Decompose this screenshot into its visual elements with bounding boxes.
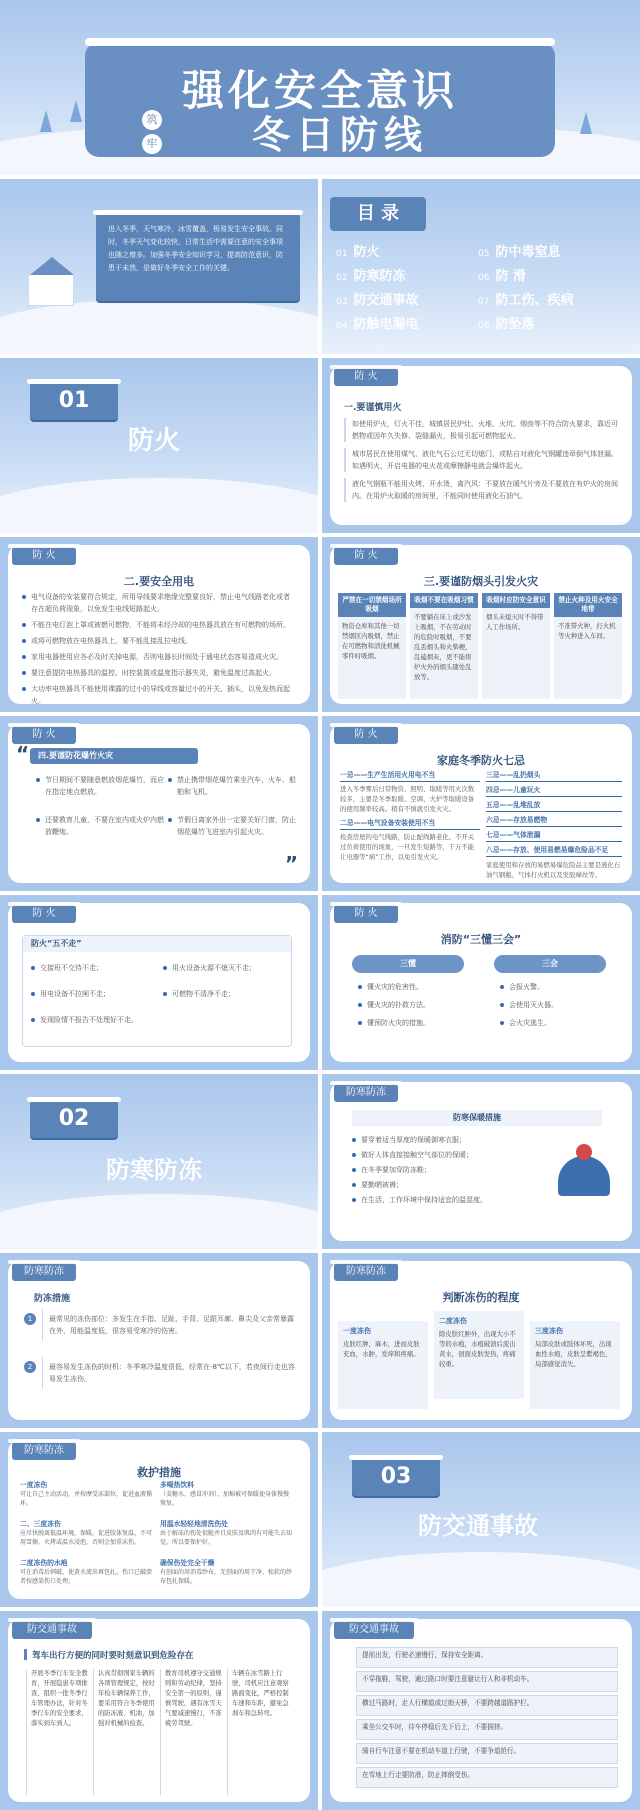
toc-item[interactable] (336, 313, 476, 333)
fire3-column-body: 不准带火种，打火机等火种进入车间。 (558, 622, 616, 640)
toc-item-num: 05 (478, 249, 490, 259)
fire6-item: 用火设备火源不熄灭不走； (163, 962, 296, 974)
fire2-item: 电气设备的安装要符合规定，所用导线要求绝缘完整要良好，禁止电气线路老化或者存在超负荷现象，以免发生电线短路起火。 (22, 591, 292, 615)
cold1-item: 在生活、工作环境中保持适宜的温湿度。 (352, 1194, 542, 1206)
toc-item-label: 防寒防冻 (353, 269, 406, 284)
fire6-item: 可燃物不清净不走； (163, 988, 296, 1000)
section-02-num: 02 (58, 1106, 90, 1131)
cold4-item-head: 二、三度冻伤 (20, 1520, 61, 1528)
section-02-title: 防寒防冻 (106, 1156, 202, 1184)
fire7-item: 会使用灭火器。 (500, 999, 610, 1011)
cold4-item-body: （姜糖水、感冒冲剂），加棉被可保暖使身体慢慢恢复。 (160, 1491, 290, 1507)
house-icon (28, 274, 74, 306)
cold1-item: 要勤晒被褥； (352, 1179, 542, 1191)
cold4-item-body: 可让自己主动活动，并按摩受冻部位，促进血液循环。 (20, 1491, 153, 1507)
cold4-item (160, 1480, 294, 1518)
section-01-slide (0, 358, 318, 533)
cold3-column-body: 皮肤红肿，麻木，进而皮肤充血，水肿，发痒和疼痛。 (343, 1340, 420, 1358)
fire5-taboo-head: 五忌——乱堆乱放 (486, 800, 622, 812)
fire7-item: 懂火灾的危害性。 (358, 981, 468, 993)
cold3-column-head: 三度冻伤 (535, 1327, 563, 1335)
toc-list (336, 241, 626, 341)
toc-item[interactable] (336, 289, 476, 309)
fire3-column (482, 593, 550, 699)
toc-item-label: 防触电漏电 (353, 317, 419, 332)
cold1-item: 在冬季要加穿防冻鞋； (352, 1164, 542, 1176)
cold2-text: 最常见的冻伤部位：多发生在手指、足趾、手背、足跟耳廓、鼻尖及父亲常暴露在外，用能温度低，很容易受寒冷的伤害。 (42, 1309, 301, 1341)
cover-title: 强化安全意识 (181, 66, 458, 115)
fire3-column-head: 严禁在一切禁烟场所吸烟 (338, 593, 406, 617)
cold3-column (338, 1321, 428, 1409)
toc-item-label: 防 滑 (495, 269, 526, 284)
cold3-column-body: 局部皮肤或肢体坏死，出现血性水疱，皮肤呈紫褐色，局部感觉消失。 (535, 1340, 612, 1368)
section-03-board (352, 1458, 440, 1496)
fire1-paragraph: 城市居民在使用煤气、液化气石公过无切熄门，或粘自对液化气钢罐违章倒气体泄漏。如遇明火，开启电器的电火花或摩擦静电就会爆炸起火。 (344, 448, 618, 472)
toc-item-num: 06 (478, 273, 490, 283)
cold4-item-head: 多喝热饮料 (160, 1481, 194, 1489)
cold2-heading: 防冻措施 (34, 1294, 71, 1304)
cover-slide (0, 0, 640, 175)
section-02-board (30, 1100, 118, 1138)
fire-five-nots-slide (0, 895, 318, 1070)
fire7-item: 会火灾逃生。 (500, 1017, 610, 1029)
cold3-column-body: 除皮肤红肿外，出现大小不等的水疱，水疱破溃后流出黄水，创面皮肤发热，疼痛较重。 (439, 1330, 516, 1368)
section-tag: 防 火 (334, 905, 398, 923)
traffic1-column: 开展冬季行车安全教育，开展隐患专项排查，组织一批冬季行车管理办法，针对冬季行车的安全要求，落实到车到人。 (26, 1669, 88, 1795)
traffic2-item: 在雪地上行走要防滑，防止摔倒受伤。 (356, 1767, 618, 1788)
fire3-column-body: 烟头未熄灭时不得带人工作场所。 (486, 613, 544, 631)
cold3-heading: 判断冻伤的程度 (442, 1291, 520, 1304)
section-tag: 防 火 (334, 726, 398, 744)
cold4-item (20, 1519, 154, 1557)
cold4-item (160, 1519, 294, 1557)
cover-subtitle: 冬日防线 (251, 113, 428, 157)
fire3-column-head: 吸烟时应防安全意识 (482, 593, 550, 608)
cold4-item-head: 一度冻伤 (20, 1481, 48, 1489)
fire5-taboo-head: 七忌——气体泄漏 (486, 830, 622, 842)
fire4-heading: 四.要谨防花爆竹火灾 (30, 748, 198, 764)
traffic1-column: 车辆在冰雪路上行驶，司机应注意观察路面变化，严格控制车速和车距，避免急刹车和急转弯。 (227, 1669, 289, 1795)
fire-careful-slide (322, 358, 640, 533)
fire3-column-body: 物资仓库和其他一切禁烟区内吸烟，禁止在可燃物和清洗机械零件时吸烟。 (342, 622, 400, 660)
section-02-slide (0, 1074, 318, 1249)
toc-title: 目 录 (330, 197, 426, 231)
section-tag: 防 火 (334, 547, 398, 565)
cold4-item-body: 有创面的用消毒纱布，无创面的用干净、松软的纱布包扎保暖。 (160, 1569, 293, 1585)
fire6-heading: 防火“五不走” (23, 936, 291, 952)
fire5-left (340, 770, 480, 866)
section-tag: 防 火 (12, 547, 76, 565)
fire3-column-body: 不要躺在床上或沙发上吸烟，不在劳动时的危险时吸烟，不要乱丢烟头和火柴梗，乱磕烟灰，更不能将炉火外的烟头随处乱放等。 (414, 613, 472, 681)
traffic1-cols (26, 1669, 292, 1795)
fire-fireworks-slide (0, 716, 318, 891)
fire2-item: 不能在电灯泡上罩或被燃可燃物，不能将未经冷却的电热器具放在有可燃物的场所。 (22, 619, 292, 631)
cold1-item: 做好人体直接接触空气部位的保暖； (352, 1149, 542, 1161)
toc-item[interactable] (478, 265, 618, 285)
section-03-num: 03 (380, 1464, 412, 1489)
five-nots-box (22, 935, 292, 1047)
toc-item-label: 防坠落 (495, 317, 535, 332)
traffic-awareness-slide (0, 1611, 318, 1810)
cold4-item-head: 确保伤处完全干燥 (160, 1559, 215, 1567)
section-tag: 防 火 (12, 905, 76, 923)
fire4-item: 节日期间不要随意燃放烟花爆竹，而应在指定地点燃放。 (36, 774, 169, 798)
cold-warmth-slide (322, 1074, 640, 1249)
toc-item[interactable] (478, 313, 618, 333)
fire5-taboo-body: 进入冬季雾后日常物资、照明、取暖等用火次数较多，主要是冬季取暖、空调、火炉等取暖设备的使用频率较高。稍有不慎就引发火灾。 (340, 785, 475, 813)
section-01-board (30, 382, 118, 420)
fire6-item: 交接班不交待不走； (31, 962, 164, 974)
cold2-text: 最容易发生冻伤的时机：冬季寒冷温度很低，经常在-8℃以下，若夜间行走也容易发生冻伤。 (42, 1357, 301, 1389)
cold4-heading: 救护措施 (137, 1466, 181, 1479)
traffic2-item: 骑自行车注意不要在机动车道上行驶，不要争道抢行。 (356, 1743, 618, 1764)
fire1-paragraph: 如使用炉火，灯火不佳，城镇居民炉灶、火堆、火坑、烟囱等不符合防火要求，靠近可燃物或因年久失修、裂缝漏火，极易引起可燃物起火。 (344, 418, 618, 442)
fire4-item: 还要教育儿童，不要在室内或火炉内燃放鞭炮。 (36, 814, 169, 838)
fire5-taboo-head: 四忌——儿童玩火 (486, 785, 622, 797)
fire-seven-taboos-slide (322, 716, 640, 891)
traffic1-column: 认真贯彻国家车辆的各项管理规定，按时年检车辆保养工作，要采用符合冬季使用的防冻液、机油，加强对机械的检查。 (93, 1669, 155, 1795)
fire-cigarette-slide (322, 537, 640, 712)
fire4-item: 节假日离家外出一定要关好门窗，防止烟花爆竹飞进室内引起火灾。 (168, 814, 301, 838)
quote-open-icon: “ (16, 742, 30, 766)
cold3-column (530, 1321, 620, 1409)
cold1-list (352, 1134, 542, 1209)
toc-item-num: 03 (336, 297, 348, 307)
section-tag: 防寒防冻 (334, 1084, 398, 1102)
intro-text: 进入冬季，天气寒冷，冰雪覆盖，极易发生安全事故。同时，冬季天气变化较快，日常生活中需要注意的安全事项也随之增多。加强冬季安全知识学习，提高防范意识，防患于未然，是做好冬季安全工作的关键。 (108, 225, 283, 272)
toc-item-label: 防火 (353, 245, 380, 260)
toc-item-num: 07 (478, 297, 490, 307)
traffic1-heading: 驾车出行方便的同时要时刻意识到危险存在 (32, 1651, 194, 1661)
fire2-item: 家用电器使用应各必及时关掉电源，否则电器长时间处于通电状态容易造成火灾。 (22, 651, 292, 663)
toc-item[interactable] (336, 241, 476, 261)
cold4-item (20, 1558, 154, 1596)
toc-item-label: 防中毒窒息 (495, 245, 561, 260)
section-tag: 防交通事故 (334, 1621, 414, 1639)
fire5-taboo-body: 家庭使用和存放的易燃易爆危险品主要是液化石油气钢瓶、气体打火机以及发胶摩丝等。 (486, 861, 621, 879)
fire5-taboo-head: 一忌——生产生活用火用电不当 (340, 770, 480, 782)
toc-item-num: 08 (478, 321, 490, 331)
traffic2-item: 横过马路时，走人行横道或过街天桥，不要跨越道路护栏。 (356, 1695, 618, 1716)
fire6-list (23, 952, 291, 1042)
traffic-tips-slide (322, 1611, 640, 1810)
cold-degree-slide (322, 1253, 640, 1428)
fire5-taboo-head: 六忌——存放易燃物 (486, 815, 622, 827)
fire5-right (486, 770, 622, 880)
toc-item-num: 02 (336, 273, 348, 283)
toc-item-label: 防工伤、疾病 (495, 293, 574, 308)
cold4-item-body: 应尽快脱离低温环境，保暖，促进肢体复温，不可用雪擦，火烤或温水浸泡，否则会加重冻伤。 (20, 1530, 153, 1546)
cold2-row (24, 1309, 294, 1353)
intro-board (96, 213, 300, 301)
fire1-paras (344, 418, 618, 508)
fire7-item: 懂预防火灾的措施。 (358, 1017, 468, 1029)
fire-electric-slide (0, 537, 318, 712)
cold-rescue-slide (0, 1432, 318, 1607)
cold2-num: 1 (24, 1313, 36, 1325)
cold1-heading: 防寒保暖措施 (352, 1110, 602, 1126)
traffic2-item: 乘坐公交车时，待车停稳后先下后上，不要拥挤。 (356, 1719, 618, 1740)
cold4-grid (20, 1480, 298, 1596)
toc-item[interactable] (478, 289, 618, 309)
section-01-num: 01 (58, 388, 90, 413)
fire2-item: 大功率电热器具不能使用裸露的过小的导线或容量过小的开关、插头，以免发热而起火。 (22, 683, 292, 707)
fire3-heading: 三.要谨防烟头引发火灾 (423, 575, 539, 588)
cold4-item-head: 用温水轻轻地清洗伤处 (160, 1520, 228, 1528)
cold2-row (24, 1357, 294, 1401)
fire2-heading: 二.要安全用电 (123, 575, 195, 588)
fire4-list (36, 774, 296, 870)
fire3-column (338, 593, 406, 699)
fire5-taboo-head: 二忌——电气设备安装使用不当 (340, 818, 480, 830)
fire6-item: 发现险情不报告不处理好不走。 (31, 1014, 164, 1026)
cold3-column-head: 二度冻伤 (439, 1317, 467, 1325)
fire7-item: 会报火警。 (500, 981, 610, 993)
fire7-left (358, 981, 468, 1035)
intro-slide (0, 179, 318, 354)
cold3-cols (338, 1311, 624, 1415)
traffic1-column: 教育司机遵守交通规则和劳动纪律，坚持安全第一的原则，谨慎驾驶，遇有冰雪天气要减速慢行，不准疲劳驾驶。 (160, 1669, 222, 1795)
cold2-list (24, 1309, 294, 1405)
section-tag: 防交通事故 (12, 1621, 92, 1639)
section-tag: 防寒防冻 (12, 1263, 76, 1281)
fire7-heading: 消防“三懂三会” (440, 933, 522, 946)
section-tag: 防寒防冻 (334, 1263, 398, 1281)
cold3-column (434, 1311, 524, 1399)
cold4-item-body: 可在消毒后刺破，使黄水流出再包扎。伤口已破溃者按感染伤口处理。 (20, 1569, 153, 1585)
fire2-item: 或将可燃物放在电热器具上，要不能乱接乱拉电线。 (22, 635, 292, 647)
three-knows-pill: 三懂 (352, 955, 464, 973)
traffic2-item: 不穿拖鞋，驾驶，通过路口时要注意避让行人和非机动车。 (356, 1671, 618, 1692)
cold4-item-body: 由于解冻的伤处很脆并且皮肤及肌肉有可能失去知觉，所以要保护好。 (160, 1530, 293, 1546)
fire6-item: 用电设备不拉闸不走； (31, 988, 164, 1000)
fire-three-knows-slide (322, 895, 640, 1070)
quote-close-icon: ” (284, 852, 298, 876)
fire5-taboo-head: 三忌——乱扔烟头 (486, 770, 622, 782)
fire2-item: 要注意提防电热器具的温控、时控装置或温度指示器失灵，避免温度过高起火。 (22, 667, 292, 679)
toc-item[interactable] (336, 265, 476, 285)
section-tag: 防 火 (12, 726, 76, 744)
hat-pompom (576, 1144, 592, 1160)
fire3-column-head: 吸烟不要在吸烟习惯 (410, 593, 478, 608)
snow-cap (85, 38, 555, 46)
fire3-cols (338, 593, 624, 699)
fire1-heading: 一.要谨慎用火 (344, 403, 402, 413)
traffic2-list (356, 1647, 618, 1797)
toc-slide (322, 179, 640, 354)
cold2-num: 2 (24, 1361, 36, 1373)
toc-item[interactable] (478, 241, 618, 261)
fire1-paragraph: 液化气钢瓶不能用火烤、开水烫，禽汽风：不要放在暖气片旁及不要放在有炉火的房间内。在用炉火取暖的房间里，不能同时使用液化石油气。 (344, 478, 618, 502)
traffic2-item: 提前出发，行驶必速慢行，保持安全距离。 (356, 1647, 618, 1668)
fire2-list (22, 591, 292, 711)
fire5-taboo-head: 八忌——存放、使用易燃易爆危险品不足 (486, 845, 622, 857)
cover-badge-bottom: 牢 (142, 134, 162, 154)
section-tag: 防 火 (334, 368, 398, 386)
fire7-right (500, 981, 610, 1035)
section-01-title: 防火 (128, 426, 181, 456)
section-tag: 防寒防冻 (12, 1442, 76, 1460)
section-03-slide (322, 1432, 640, 1607)
toc-item-num: 04 (336, 321, 348, 331)
fire7-item: 懂火灾的扑救方法。 (358, 999, 468, 1011)
fire3-column-head: 禁止火种及用火安全地带 (554, 593, 622, 617)
fire5-heading: 家庭冬季防火七忌 (437, 754, 525, 767)
toc-item-label: 防交通事故 (353, 293, 419, 308)
fire5-taboo-body: 检查房屋的电气线路，防止配线路老化、不开关过负荷使用的现象，一旦发生短路等，千万不能让电器等“病”工作，以免引发火灾。 (340, 833, 475, 861)
cold1-item: 要穿着适当厚度的保暖御寒衣服； (352, 1134, 542, 1146)
section-03-title: 防交通事故 (418, 1512, 538, 1540)
fire3-column (410, 593, 478, 699)
cold4-item (160, 1558, 294, 1596)
toc-item-num: 01 (336, 249, 348, 259)
cold4-item (20, 1480, 154, 1518)
fire3-column (554, 593, 622, 699)
cold-prevent-slide (0, 1253, 318, 1428)
three-cans-pill: 三会 (494, 955, 606, 973)
cold4-item-head: 二度冻伤的水疱 (20, 1559, 68, 1567)
cold3-column-head: 一度冻伤 (343, 1327, 371, 1335)
fire4-item: 禁止携带烟花爆竹乘坐汽车、火车、船舶和飞机。 (168, 774, 301, 798)
cover-badge-top: 筑 (142, 110, 162, 130)
